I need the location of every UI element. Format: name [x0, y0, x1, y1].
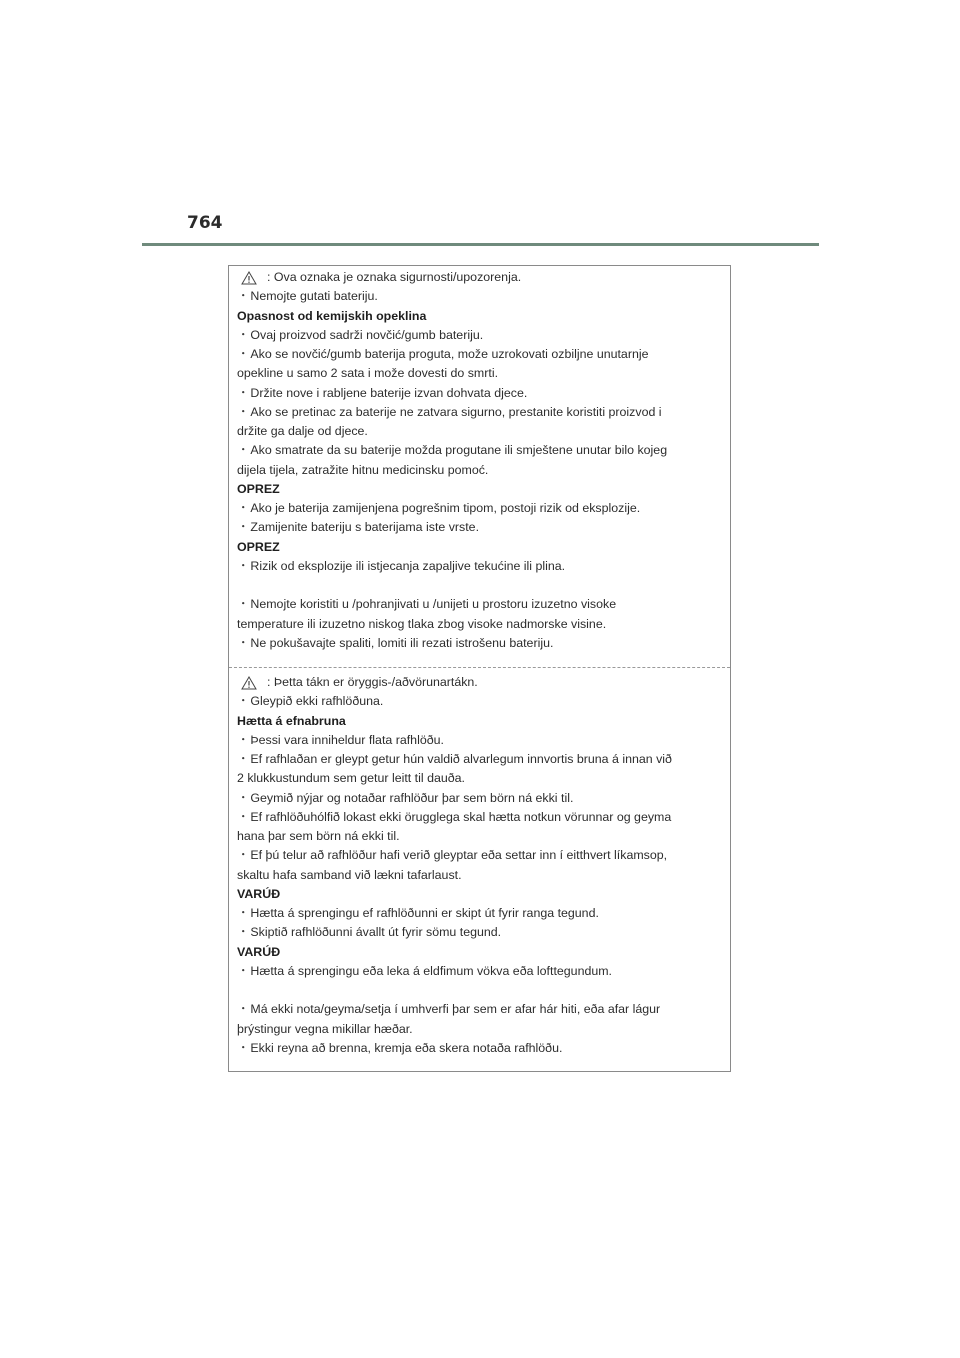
- bullet-item: ・Ef rafhlöðuhólfið lokast ekki örugglega skal hætta notkun vörunnar og geyma: [237, 809, 672, 824]
- caution-heading: VARÚÐ: [237, 886, 281, 901]
- battery-warning-box: [228, 265, 731, 1072]
- caution-heading: OPREZ: [237, 539, 280, 554]
- bullet-item: ・Rizik od eksplozije ili istjecanja zapaljive tekućine ili plina.: [237, 558, 566, 573]
- bullet-item: ・Þessi vara inniheldur flata rafhlöðu.: [237, 732, 444, 747]
- warning-symbol-row: [237, 673, 722, 692]
- bullet-item: ・Ako se novčić/gumb baterija proguta, može uzrokovati ozbiljne unutarnje: [237, 347, 649, 361]
- bullet-item: ・Geymið nýjar og notaðar rafhlöður þar sem börn ná ekki til.: [237, 790, 574, 805]
- continuation-line: temperature ili izuzetno niskog tlaka zbog visoke nadmorske visine.: [237, 616, 607, 631]
- bullet-item: ・Nemojte koristiti u /pohranjivati u /unijeti u prostoru izuzetno visoke: [237, 597, 617, 612]
- bullet-item: ・Hætta á sprengingu eða leka á eldfimum vökva eða lofttegundum.: [237, 963, 613, 978]
- bullet-item: ・Ef rafhlaðan er gleypt getur hún valdið alvarlegum innvortis bruna á innan við: [237, 752, 672, 766]
- croatian-warning-section: [237, 268, 722, 653]
- caution-heading: OPREZ: [237, 481, 280, 496]
- continuation-line: hana þar sem börn ná ekki til.: [237, 829, 400, 843]
- continuation-line: dijela tijela, zatražite hitnu medicinsku pomoć.: [237, 462, 489, 477]
- bullet-item: ・Ako smatrate da su baterije možda progutane ili smještene unutar bilo kojeg: [237, 443, 668, 458]
- warning-symbol-note: : Þetta tákn er öryggis-/aðvörunartákn.: [267, 675, 478, 689]
- bullet-item: ・Ne pokušavajte spaliti, lomiti ili rezati istrošenu bateriju.: [237, 635, 554, 650]
- continuation-line: þrýstingur vegna mikillar hæðar.: [237, 1021, 413, 1036]
- bullet-item: ・Gleypið ekki rafhlöðuna.: [237, 694, 384, 709]
- warning-symbol-note: : Ova oznaka je oznaka sigurnosti/upozorenja.: [267, 270, 522, 284]
- continuation-line: držite ga dalje od djece.: [237, 424, 368, 438]
- section-divider: [229, 667, 730, 668]
- section-heading: Opasnost od kemijskih opeklina: [237, 308, 427, 323]
- bullet-item: ・Zamijenite bateriju s baterijama iste vrste.: [237, 520, 480, 535]
- icelandic-warning-section: [237, 673, 722, 1058]
- continuation-line: skaltu hafa samband við lækni tafarlaust.: [237, 867, 462, 882]
- continuation-line: opekline u samo 2 sata i može dovesti do smrti.: [237, 366, 499, 381]
- bullet-item: ・Ako je baterija zamijenjena pogrešnim tipom, postoji rizik od eksplozije.: [237, 501, 641, 515]
- caution-heading: VARÚÐ: [237, 944, 281, 959]
- spacer: [237, 576, 722, 595]
- bullet-item: ・Ako se pretinac za baterije ne zatvara sigurno, prestanite koristiti proizvod i: [237, 404, 662, 419]
- bullet-item: ・Skiptið rafhlöðunni ávallt út fyrir sömu tegund.: [237, 925, 502, 940]
- continuation-line: 2 klukkustundum sem getur leitt til dauða.: [237, 771, 465, 786]
- bullet-item: ・Má ekki nota/geyma/setja í umhverfi þar sem er afar hár hiti, eða afar lágur: [237, 1002, 661, 1017]
- section-heading: Hætta á efnabruna: [237, 713, 346, 728]
- warning-triangle-icon: [241, 676, 257, 690]
- page-number: 764: [187, 213, 223, 233]
- warning-triangle-icon: [241, 271, 257, 285]
- spacer: [237, 981, 722, 1000]
- warning-symbol-row: [237, 268, 722, 287]
- bullet-item: ・Ef þú telur að rafhlöður hafi verið gleyptar eða settar inn í eitthvert líkamsop,: [237, 848, 668, 863]
- bullet-item: ・Ovaj proizvod sadrži novčić/gumb bateriju.: [237, 327, 484, 342]
- bullet-item: ・Držite nove i rabljene baterije izvan dohvata djece.: [237, 385, 528, 400]
- bullet-item: ・Ekki reyna að brenna, kremja eða skera notaða rafhlöðu.: [237, 1040, 563, 1055]
- bullet-item: ・Nemojte gutati bateriju.: [237, 289, 378, 304]
- bullet-item: ・Hætta á sprengingu ef rafhlöðunni er skipt út fyrir ranga tegund.: [237, 906, 599, 920]
- header-rule: [142, 243, 819, 246]
